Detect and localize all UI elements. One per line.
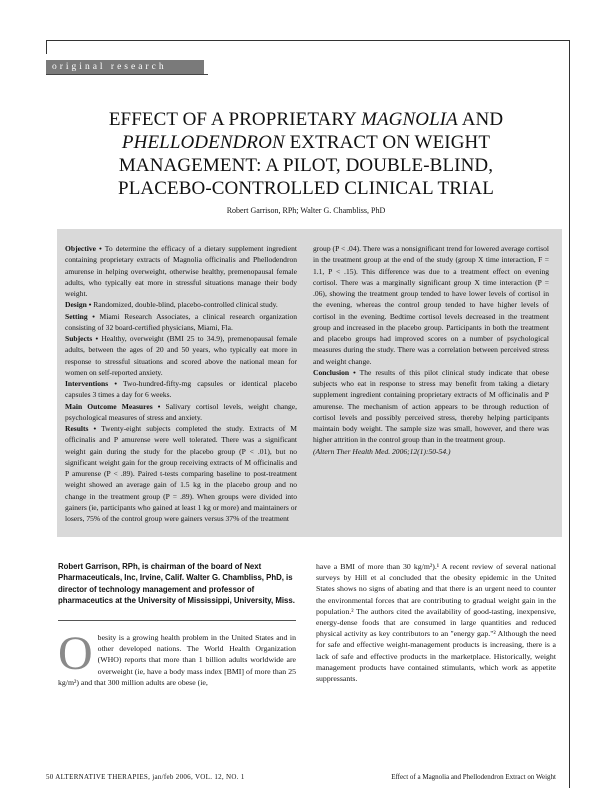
footer-running-title: Effect of a Magnolia and Phellodendron Extract on Weight: [391, 773, 556, 781]
abstract-outcome: Main Outcome Measures • Salivary cortisol levels, weight change, psychological measures of stress and anxiety.: [65, 401, 298, 422]
abstract-results: Results • Twenty-eight subjects completed the study. Extracts of M officinalis and P amurense were well tolerated. There was a significant weight gain during the study for the placebo group (P < .01), but no significant weight gain for the group receiving extracts of M officinalis and P amurense (P < .89). Paired t-tests comparing baseline to post-treatment weight showed an average gain of 1.5 kg in the placebo group and no change in the treatment group (P = .89). When groups were divided into gainers (ie, participants who gained at least 1 kg or more) and maintainers or losers, 75% of the control group were gainers versus 37% of the treatment: [65, 424, 297, 523]
abstract-results-continued: group (P < .04). There was a nonsignificant trend for lowered average cortisol in the treatment group at the end of the study (group X time interaction, F = 1.1, P < .15). This difference was due to a treatment effect on evening cortisol. There was a marginally significant group X time interaction (P = .06), showing the treatment group tended to have lower levels of cortisol in the evening, whereas the control group tended to have higher levels of cortisol in the evening. Bedtime cortisol levels decreased in the treatment group and increased in the placebo group. Participants in both the treatment and placebo groups had improved scores on a number of psychological measures during the study. There was a correlation between perceived stress and weight change.: [313, 244, 549, 366]
frame-right-rule: [569, 40, 570, 788]
title-line-1: EFFECT OF A PROPRIETARY MAGNOLIA AND: [108, 109, 504, 130]
title-line-4: PLACEBO-CONTROLLED CLINICAL TRIAL: [118, 178, 494, 199]
abstract-interventions: Interventions • Two-hundred-fifty-mg capsules or identical placebo capsules 3 times a day for 6 weeks.: [65, 379, 298, 400]
abstract-design: Design • Randomized, double-blind, placebo-controlled clinical study.: [65, 300, 278, 310]
author-note-rule: [58, 620, 296, 621]
body-paragraph-1: besity is a growing health problem in the United States and in other developed nations. The World Health Organization (WHO) reports that more than 1 billion adults worldwide are overweight (ie, have a body mass index [BMI] of more than 25 kg/m²) and that 300 million adults are obese (ie,: [58, 633, 296, 687]
body-column-right: [316, 561, 556, 684]
frame-top-rule: [46, 40, 570, 41]
abstract-setting: Setting • Miami Research Associates, a clinical research organization consisting of 32 board-certified physicians, Miami, Fla.: [65, 311, 298, 332]
abstract-column-left: [65, 243, 297, 524]
body-paragraph-2: have a BMI of more than 30 kg/m²).¹ A recent review of several national surveys by Hill et al concluded that the obesity epidemic in the United States shows no signs of abating and that there is an urgent need to counter the environmental forces that are contributing to gradual weight gain in the population.² The authors cited the availability of good-tasting, inexpensive, energy-dense foods that are consumed in large quantities and reduced physical activity as key contributors to an "energy gap."² Although the need for safe and effective weight-management products is increasing, there is a lack of safe and effective products in the marketplace. Historically, weight management products have contained stimulants, which work as appetite suppressants.: [316, 562, 556, 684]
author-affiliation-note: Robert Garrison, RPh, is chairman of the board of Next Pharmaceuticals, Inc, Irvine, Calif. Walter G. Chambliss, PhD, is director of technology management and professor of pharmaceutics at the University of Mississippi, University, Miss.: [58, 562, 295, 605]
section-label: original research: [46, 60, 204, 74]
title-line-2: PHELLODENDRON EXTRACT ON WEIGHT: [121, 132, 491, 153]
section-rule: [46, 74, 208, 75]
abstract-subjects: Subjects • Healthy, overweight (BMI 25 to 34.9), premenopausal female adults, between the ages of 20 and 50 years, who typically eat more in response to stressful situations and scored above the national mean for women on self-reported anxiety.: [65, 334, 297, 377]
authors: Robert Garrison, RPh; Walter G. Chambliss, PhD: [226, 206, 386, 215]
abstract-objective: Objective • To determine the efficacy of a dietary supplement ingredient containing proprietary extracts of Magnolia officinalis and Phellodendron amurense in helping overweight, otherwise healthy, premenopausal female adults, who typically eat more in stressful situations manage their body weight.: [65, 244, 297, 298]
body-column-left: [58, 627, 296, 688]
title-line-3: MANAGEMENT: A PILOT, DOUBLE-BLIND,: [118, 155, 494, 176]
frame-left-tick: [46, 40, 47, 54]
drop-cap: O: [58, 627, 93, 680]
article-title: [60, 108, 552, 200]
abstract-conclusion: Conclusion • The results of this pilot clinical study indicate that obese subjects who eat in response to stress may benefit from taking a dietary supplement ingredient containing proprietary extracts of M officinalis and P amurense. The mechanism of action appears to be through reduction of cortisol levels and possibly perceived stress, thereby helping participants maintain body weight. The sample size was small, however, and there was higher attrition in the control group than in the treatment group.: [313, 367, 549, 445]
abstract-column-right: [313, 243, 549, 457]
abstract-citation: (Altern Ther Health Med. 2006;12(1):50-54.): [313, 446, 451, 456]
abstract-box: [57, 229, 562, 537]
footer-journal: 50 ALTERNATIVE THERAPIES, jan/feb 2006, VOL. 12, NO. 1: [46, 773, 245, 781]
